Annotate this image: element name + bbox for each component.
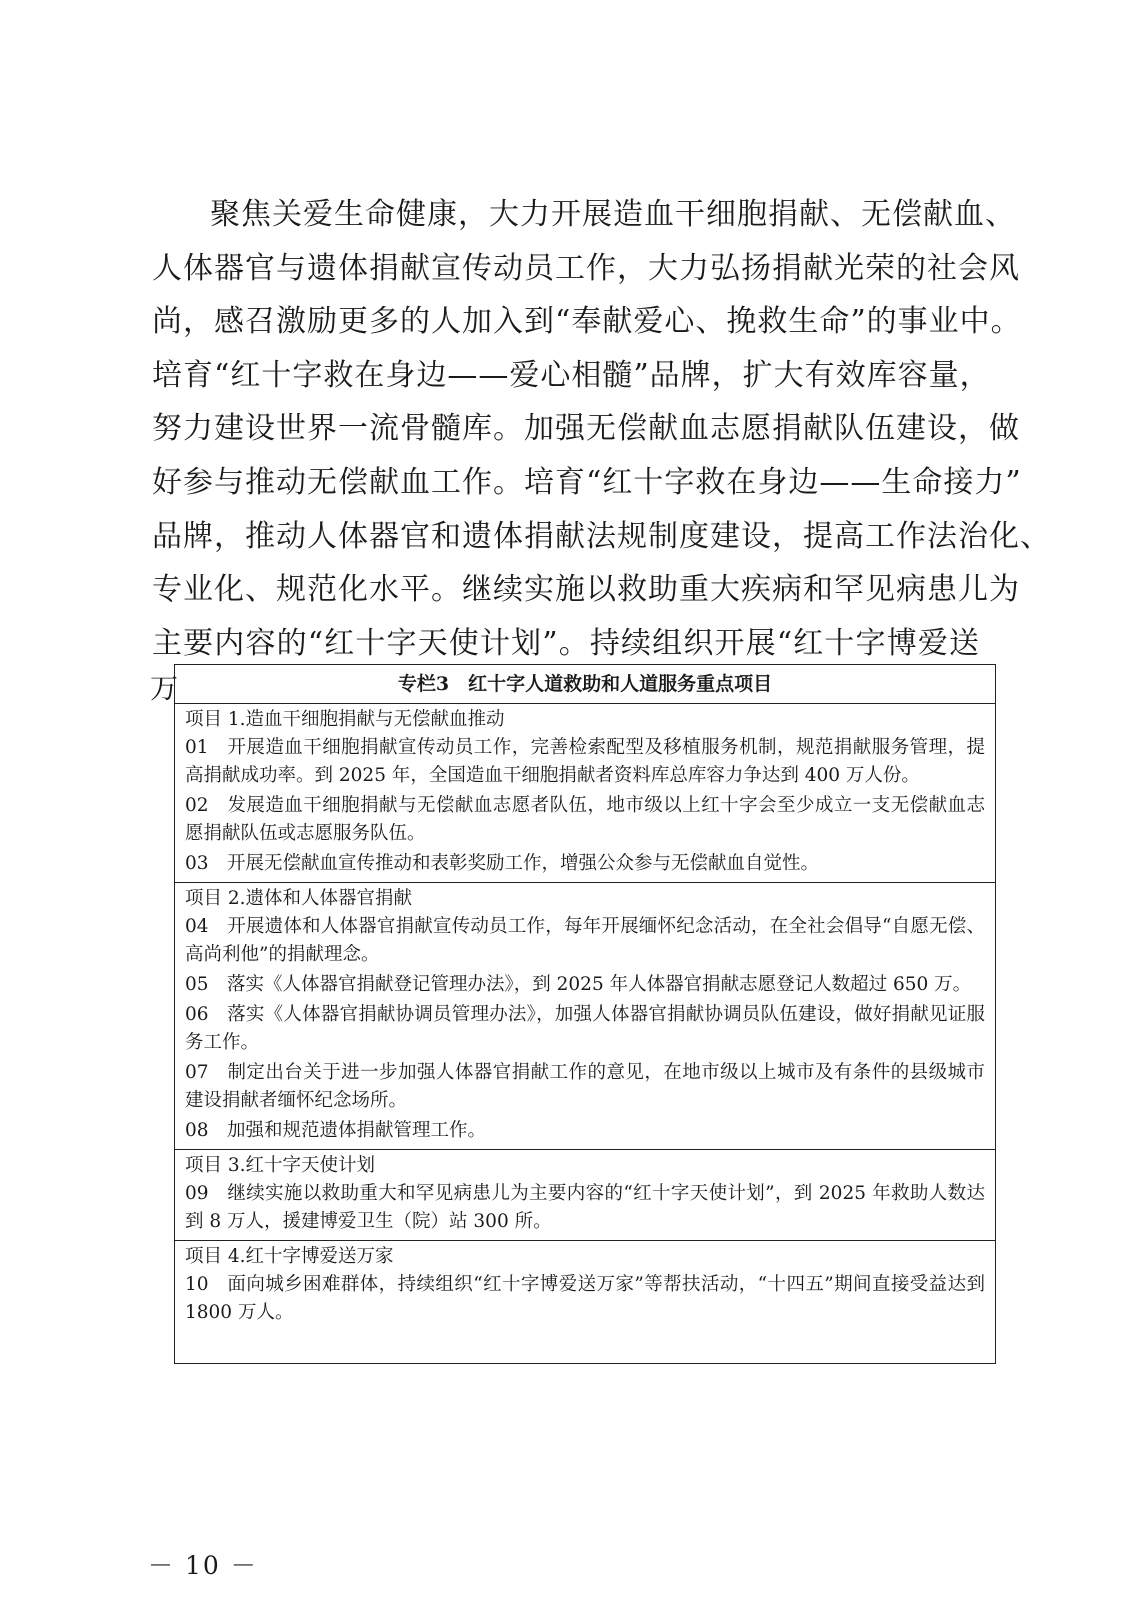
paragraph-line: 主要内容的“红十字天使计划”。持续组织开展“红十字博爱送 bbox=[152, 625, 980, 661]
paragraph-line: 专业化、规范化水平。继续实施以救助重大疾病和罕见病患儿为 bbox=[152, 572, 1020, 608]
project-heading: 项目 1.造血干细胞捐献与无偿献血推动 bbox=[185, 709, 505, 730]
entry-number: 03 bbox=[185, 853, 209, 874]
entry-text: 开展遗体和人体器官捐献宣传动员工作，每年开展缅怀纪念活动，在全社会倡导“自愿无偿、高尚利他”的捐献理念。 bbox=[185, 916, 985, 965]
entry-text: 发展造血干细胞捐献与无偿献血志愿者队伍，地市级以上红十字会至少成立一支无偿献血志愿捐献队伍或志愿服务队伍。 bbox=[185, 795, 985, 844]
entry-number: 04 bbox=[185, 916, 209, 937]
project-entry bbox=[185, 1117, 985, 1145]
project-entry bbox=[185, 1271, 985, 1327]
project-entry bbox=[185, 913, 985, 969]
project-entry bbox=[185, 734, 985, 790]
entry-text: 落实《人体器官捐献登记管理办法》，到 2025 年人体器官捐献志愿登记人数超过 650 万。 bbox=[227, 974, 972, 995]
entry-number: 08 bbox=[185, 1120, 209, 1141]
box-title: 专栏3 红十字人道救助和人道服务重点项目 bbox=[175, 665, 995, 704]
entry-number: 05 bbox=[185, 974, 209, 995]
entry-number: 09 bbox=[185, 1183, 209, 1204]
page-number: － 10 － bbox=[148, 1551, 258, 1580]
project-entry bbox=[185, 971, 985, 999]
entry-text: 开展造血干细胞捐献宣传动员工作，完善检索配型及移植服务机制，规范捐献服务管理，提高捐献成功率。到 2025 年，全国造血干细胞捐献者资料库总库容力争达到 400 万人份。 bbox=[185, 737, 985, 786]
entry-number: 07 bbox=[185, 1062, 209, 1083]
paragraph-line: 人体器官与遗体捐献宣传动员工作，大力弘扬捐献光荣的社会风 bbox=[152, 250, 1020, 286]
project-entry bbox=[185, 1059, 985, 1115]
paragraph-line: 品牌，推动人体器官和遗体捐献法规制度建设，提高工作法治化、 bbox=[152, 518, 1051, 554]
column-box bbox=[174, 664, 996, 1364]
continuation-text: 万 bbox=[150, 672, 179, 705]
entry-text: 制定出台关于进一步加强人体器官捐献工作的意见，在地市级以上城市及有条件的县级城市建设捐献者缅怀纪念场所。 bbox=[185, 1062, 985, 1111]
paragraph-line: 聚焦关爱生命健康，大力开展造血干细胞捐献、无偿献血、 bbox=[210, 197, 1016, 232]
entry-number: 02 bbox=[185, 795, 209, 816]
entry-number: 06 bbox=[185, 1004, 209, 1025]
project-entry bbox=[185, 1180, 985, 1236]
project-section bbox=[175, 883, 995, 1150]
project-section bbox=[175, 1241, 995, 1331]
project-heading: 项目 3.红十字天使计划 bbox=[185, 1155, 376, 1176]
entry-text: 落实《人体器官捐献协调员管理办法》，加强人体器官捐献协调员队伍建设，做好捐献见证服务工作。 bbox=[185, 1004, 985, 1053]
project-section bbox=[175, 1150, 995, 1241]
paragraph-line: 努力建设世界一流骨髓库。加强无偿献血志愿捐献队伍建设，做 bbox=[152, 411, 1020, 447]
entry-number: 01 bbox=[185, 737, 209, 758]
entry-text: 继续实施以救助重大和罕见病患儿为主要内容的“红十字天使计划”，到 2025 年救助人数达到 8 万人，援建博爱卫生（院）站 300 所。 bbox=[185, 1183, 985, 1232]
paragraph-line: 尚，感召激励更多的人加入到“奉献爱心、挽救生命”的事业中。 bbox=[152, 304, 1022, 340]
entry-text: 开展无偿献血宣传推动和表彰奖励工作，增强公众参与无偿献血自觉性。 bbox=[227, 853, 820, 874]
project-entry bbox=[185, 850, 985, 878]
entry-number: 10 bbox=[185, 1274, 209, 1295]
project-entry bbox=[185, 792, 985, 848]
paragraph-line: 培育“红十字救在身边——爱心相髓”品牌，扩大有效库容量， bbox=[152, 357, 991, 393]
paragraph-line: 好参与推动无偿献血工作。培育“红十字救在身边——生命接力” bbox=[152, 464, 1022, 500]
body-paragraph bbox=[152, 188, 1051, 670]
entry-text: 面向城乡困难群体，持续组织“红十字博爱送万家”等帮扶活动，“十四五”期间直接受益达到 1800 万人。 bbox=[185, 1274, 985, 1323]
entry-text: 加强和规范遗体捐献管理工作。 bbox=[227, 1120, 487, 1141]
project-heading: 项目 2.遗体和人体器官捐献 bbox=[185, 888, 413, 909]
project-section bbox=[175, 704, 995, 883]
project-heading: 项目 4.红十字博爱送万家 bbox=[185, 1246, 394, 1267]
project-entry bbox=[185, 1001, 985, 1057]
